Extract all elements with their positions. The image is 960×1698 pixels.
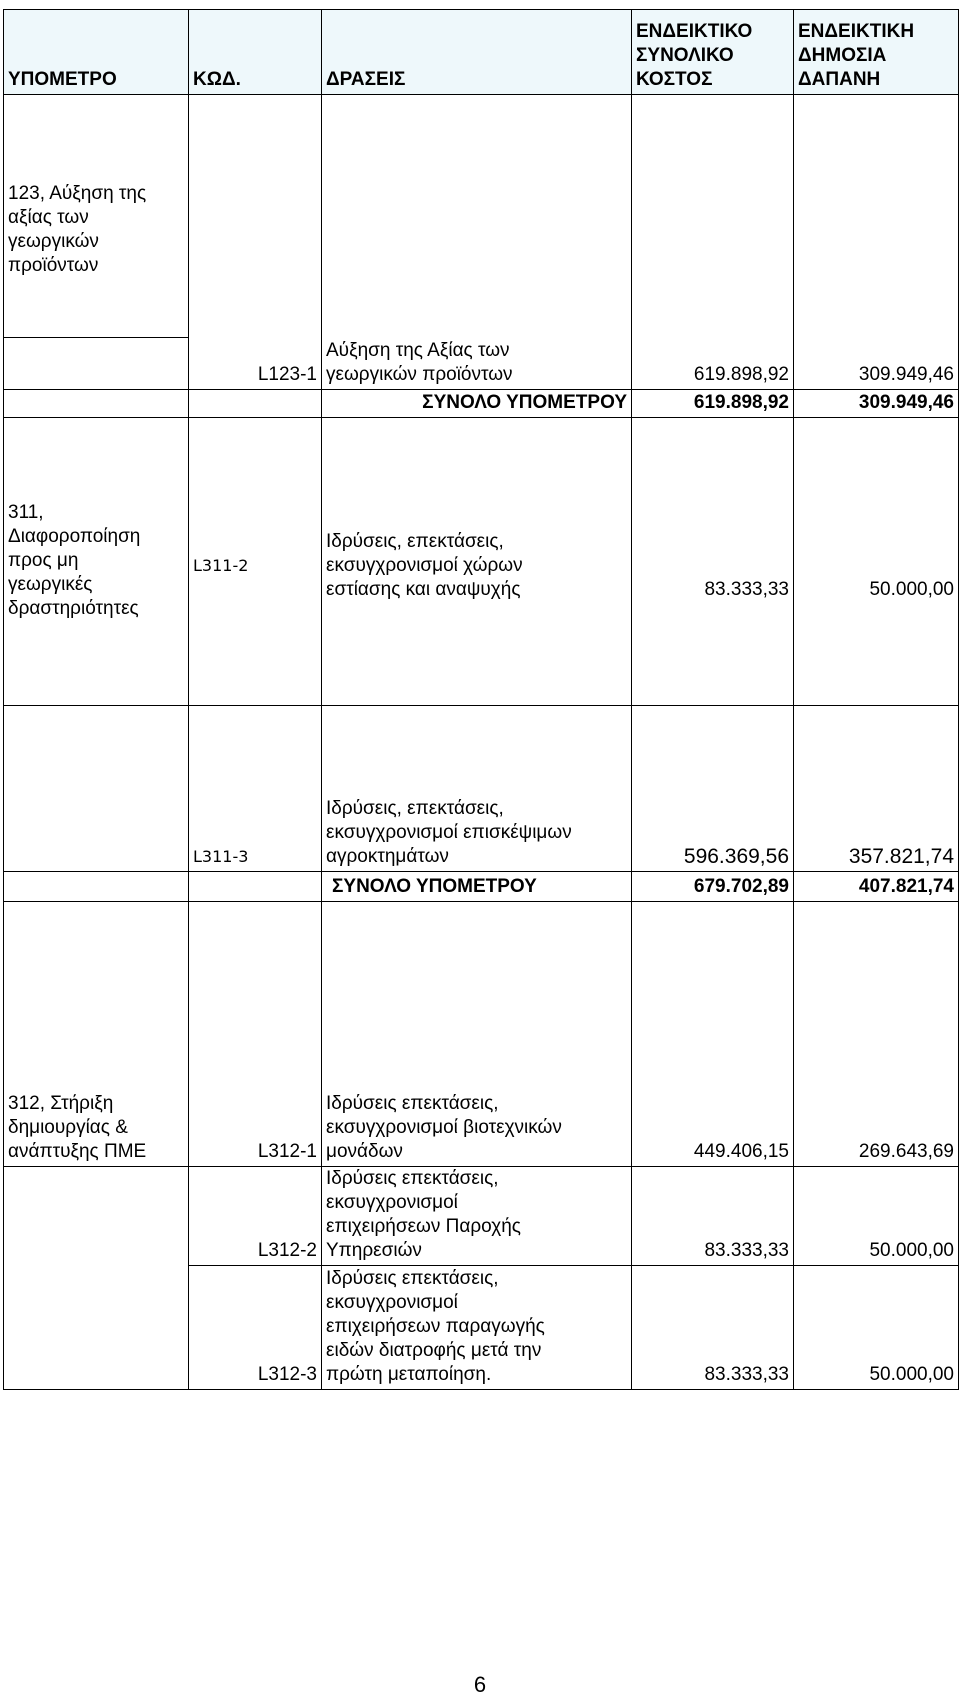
measure-312-label-continued-2 — [4, 1266, 189, 1390]
measure-311-code-1: L311-2 — [189, 418, 322, 706]
measure-311-total-code-empty — [189, 872, 322, 902]
measure-123-code-cell: L123-1 — [189, 95, 322, 390]
measure-312-cost-3: 83.333,33 — [632, 1266, 794, 1390]
measure-312-code-2: L312-2 — [189, 1167, 322, 1266]
table-header-row — [4, 10, 959, 95]
measure-123-action-cell: Αύξηση της Αξίας των γεωργικών προϊόντων — [322, 95, 632, 390]
header-measure: ΥΠΟΜΕΤΡΟ — [4, 10, 189, 95]
measure-311-public-1: 50.000,00 — [794, 418, 959, 706]
header-public-expenditure: ΕΝΔΕΙΚΤΙΚΗ ΔΗΜΟΣΙΑ ΔΑΠΑΝΗ — [794, 10, 959, 95]
measure-311-code-2: L311-3 — [189, 706, 322, 872]
measure-312-cost-1: 449.406,15 — [632, 902, 794, 1167]
measure-312-public-1: 269.643,69 — [794, 902, 959, 1167]
page-number: 6 — [473, 1672, 487, 1697]
measure-123-cost: 619.898,92 — [632, 95, 794, 390]
measure-312-action-2: Ιδρύσεις επεκτάσεις, εκσυγχρονισμοί επιχειρήσεων Παροχής Υπηρεσιών — [322, 1167, 632, 1266]
measure-311-row-l311-2 — [4, 418, 959, 706]
measure-311-total-public: 407.821,74 — [794, 872, 959, 902]
measure-311-total-label: ΣΥΝΟΛΟ ΥΠΟΜΕΤΡΟΥ — [322, 872, 632, 902]
measure-312-public-2: 50.000,00 — [794, 1167, 959, 1266]
header-actions: ΔΡΑΣΕΙΣ — [322, 10, 632, 95]
measure-311-row-l311-3 — [4, 706, 959, 872]
measure-123-label-row — [4, 95, 959, 338]
measure-312-row-l312-1 — [4, 902, 959, 1167]
measure-123-public: 309.949,46 — [794, 95, 959, 390]
measure-123-total-cost: 619.898,92 — [632, 390, 794, 418]
budget-table — [3, 9, 959, 1390]
measure-312-cost-2: 83.333,33 — [632, 1167, 794, 1266]
measure-311-total-row — [4, 872, 959, 902]
measure-312-action-1: Ιδρύσεις επεκτάσεις, εκσυγχρονισμοί βιοτεχνικών μονάδων — [322, 902, 632, 1167]
measure-123-total-public: 309.949,46 — [794, 390, 959, 418]
measure-123-label: 123, Αύξηση της αξίας των γεωργικών προϊόντων — [4, 95, 189, 338]
measure-311-public-2: 357.821,74 — [794, 706, 959, 872]
measure-311-action-2: Ιδρύσεις, επεκτάσεις, εκσυγχρονισμοί επισκέψιμων αγροκτημάτων — [322, 706, 632, 872]
measure-312-action-3: Ιδρύσεις επεκτάσεις, εκσυγχρονισμοί επιχειρήσεων παραγωγής ειδών διατροφής μετά την πρώτη μεταποίηση. — [322, 1266, 632, 1390]
measure-123-label-continued — [4, 338, 189, 390]
measure-312-code-3: L312-3 — [189, 1266, 322, 1390]
measure-311-label: 311, Διαφοροποίηση προς μη γεωργικές δραστηριότητες — [4, 418, 189, 706]
measure-312-label: 312, Στήριξη δημιουργίας & ανάπτυξης ΠΜΕ — [4, 902, 189, 1167]
header-total-cost: ΕΝΔΕΙΚΤΙΚΟ ΣΥΝΟΛΙΚΟ ΚΟΣΤΟΣ — [632, 10, 794, 95]
measure-312-public-3: 50.000,00 — [794, 1266, 959, 1390]
measure-123-total-code-empty — [189, 390, 322, 418]
measure-312-row-l312-3 — [4, 1266, 959, 1390]
measure-311-total-cost: 679.702,89 — [632, 872, 794, 902]
measure-123-total-row — [4, 390, 959, 418]
measure-312-label-continued-1 — [4, 1167, 189, 1266]
measure-311-cost-1: 83.333,33 — [632, 418, 794, 706]
header-code: ΚΩΔ. — [189, 10, 322, 95]
measure-311-cost-2: 596.369,56 — [632, 706, 794, 872]
measure-123-total-label: ΣΥΝΟΛΟ ΥΠΟΜΕΤΡΟΥ — [322, 390, 632, 418]
measure-311-total-empty — [4, 872, 189, 902]
measure-311-label-continued — [4, 706, 189, 872]
measure-311-action-1: Ιδρύσεις, επεκτάσεις, εκσυγχρονισμοί χώρων εστίασης και αναψυχής — [322, 418, 632, 706]
measure-312-row-l312-2 — [4, 1167, 959, 1266]
measure-123-total-empty — [4, 390, 189, 418]
measure-312-code-1: L312-1 — [189, 902, 322, 1167]
